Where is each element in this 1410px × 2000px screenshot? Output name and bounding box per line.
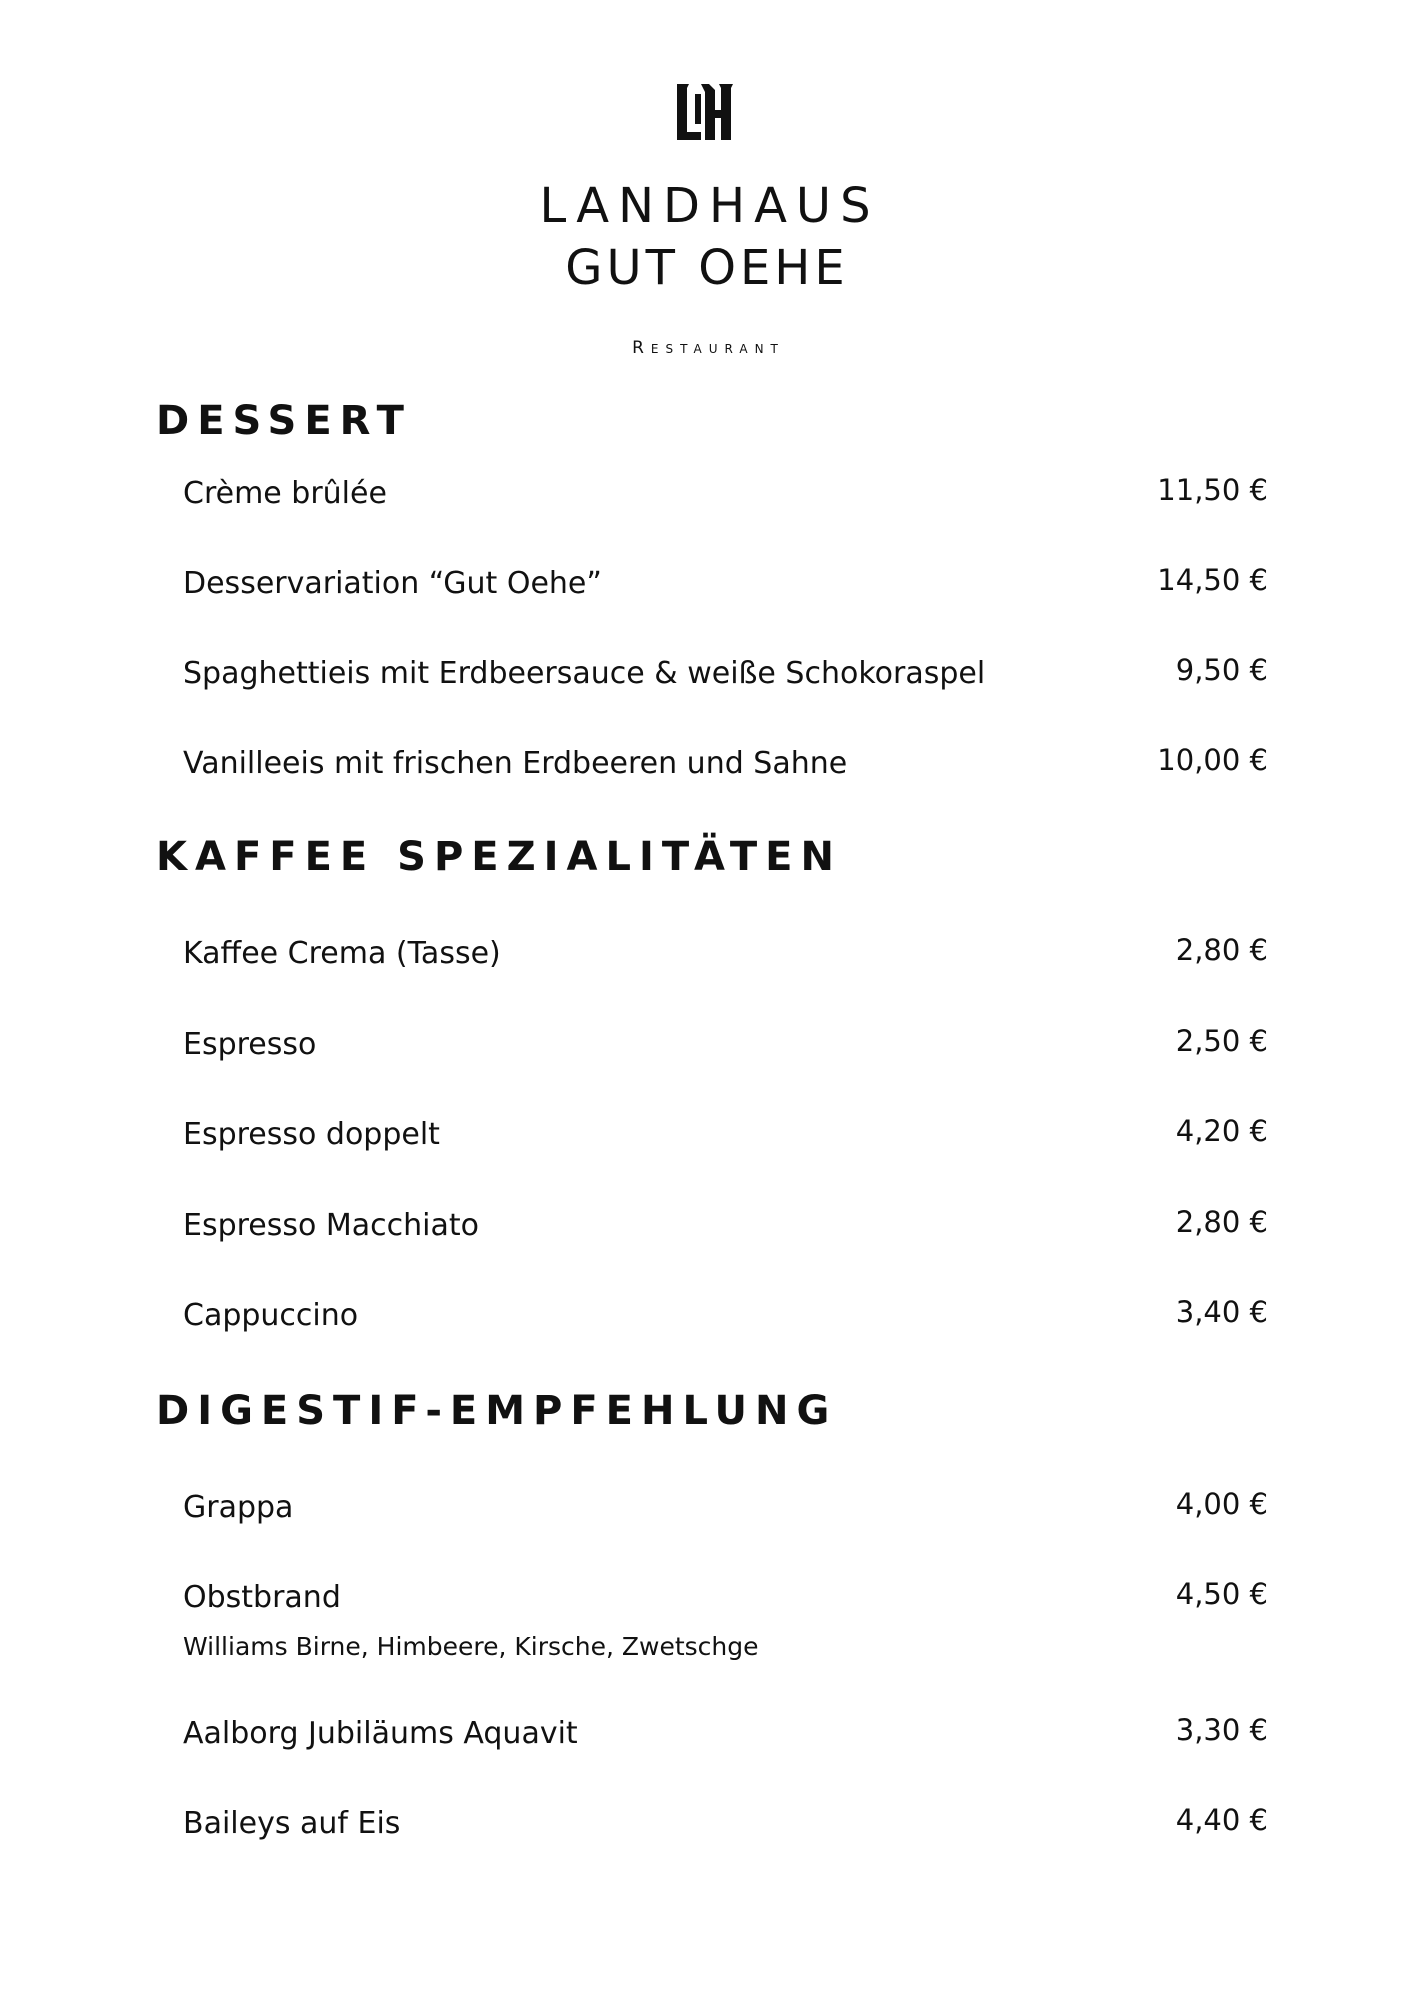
- item-price: 10,00 €: [1157, 743, 1268, 777]
- item-price: 4,00 €: [1175, 1487, 1268, 1521]
- item-price: 9,50 €: [1175, 653, 1268, 687]
- item-name: Vanilleeis mit frischen Erdbeeren und Sahne: [183, 746, 848, 781]
- brand-subtitle: Restaurant: [632, 338, 785, 358]
- item-price: 2,80 €: [1175, 1205, 1268, 1239]
- item-price: 4,50 €: [1175, 1577, 1268, 1611]
- item-name: Kaffee Crema (Tasse): [183, 936, 501, 971]
- item-name: Crème brûlée: [183, 476, 387, 511]
- section-title-dessert: DESSERT: [156, 398, 412, 444]
- menu-item: [183, 563, 1268, 614]
- item-name: Espresso: [183, 1027, 317, 1062]
- section-title-kaffee: KAFFEE SPEZIALITÄTEN: [156, 834, 842, 880]
- brand-name-line1: LANDHAUS: [539, 178, 880, 234]
- item-name: Spaghettieis mit Erdbeersauce & weiße Schokoraspel: [183, 656, 986, 691]
- menu-item: [183, 1114, 1268, 1165]
- item-price: 2,80 €: [1175, 933, 1268, 967]
- item-name: Espresso Macchiato: [183, 1208, 480, 1243]
- menu-item: [183, 1577, 1268, 1680]
- menu-item: [183, 1487, 1268, 1538]
- item-price: 2,50 €: [1175, 1024, 1268, 1058]
- menu-item: [183, 1205, 1268, 1256]
- menu-item: [183, 1024, 1268, 1075]
- item-price: 14,50 €: [1157, 563, 1268, 597]
- menu-item: [183, 1295, 1268, 1346]
- item-name: Aalborg Jubiläums Aquavit: [183, 1716, 578, 1751]
- menu-item: [183, 653, 1268, 704]
- item-name: Obstbrand: [183, 1580, 341, 1615]
- item-price: 3,40 €: [1175, 1295, 1268, 1329]
- lh-monogram-icon: [675, 84, 735, 140]
- item-name: Cappuccino: [183, 1298, 359, 1333]
- menu-item: [183, 933, 1268, 984]
- item-price: 4,20 €: [1175, 1114, 1268, 1148]
- menu-item: [183, 743, 1268, 794]
- section-title-digestif: DIGESTIF-EMPFEHLUNG: [156, 1388, 838, 1434]
- item-note: Williams Birne, Himbeere, Kirsche, Zwetschge: [183, 1632, 759, 1661]
- item-name: Espresso doppelt: [183, 1117, 440, 1152]
- menu-item: [183, 1713, 1268, 1764]
- item-name: Grappa: [183, 1490, 294, 1525]
- brand-name-line2: GUT OEHE: [565, 240, 849, 296]
- item-price: 11,50 €: [1157, 473, 1268, 507]
- menu-item: [183, 1803, 1268, 1854]
- item-price: 4,40 €: [1175, 1803, 1268, 1837]
- item-name: Baileys auf Eis: [183, 1806, 401, 1841]
- item-price: 3,30 €: [1175, 1713, 1268, 1747]
- menu-item: [183, 473, 1268, 524]
- item-name: Desservariation “Gut Oehe”: [183, 566, 602, 601]
